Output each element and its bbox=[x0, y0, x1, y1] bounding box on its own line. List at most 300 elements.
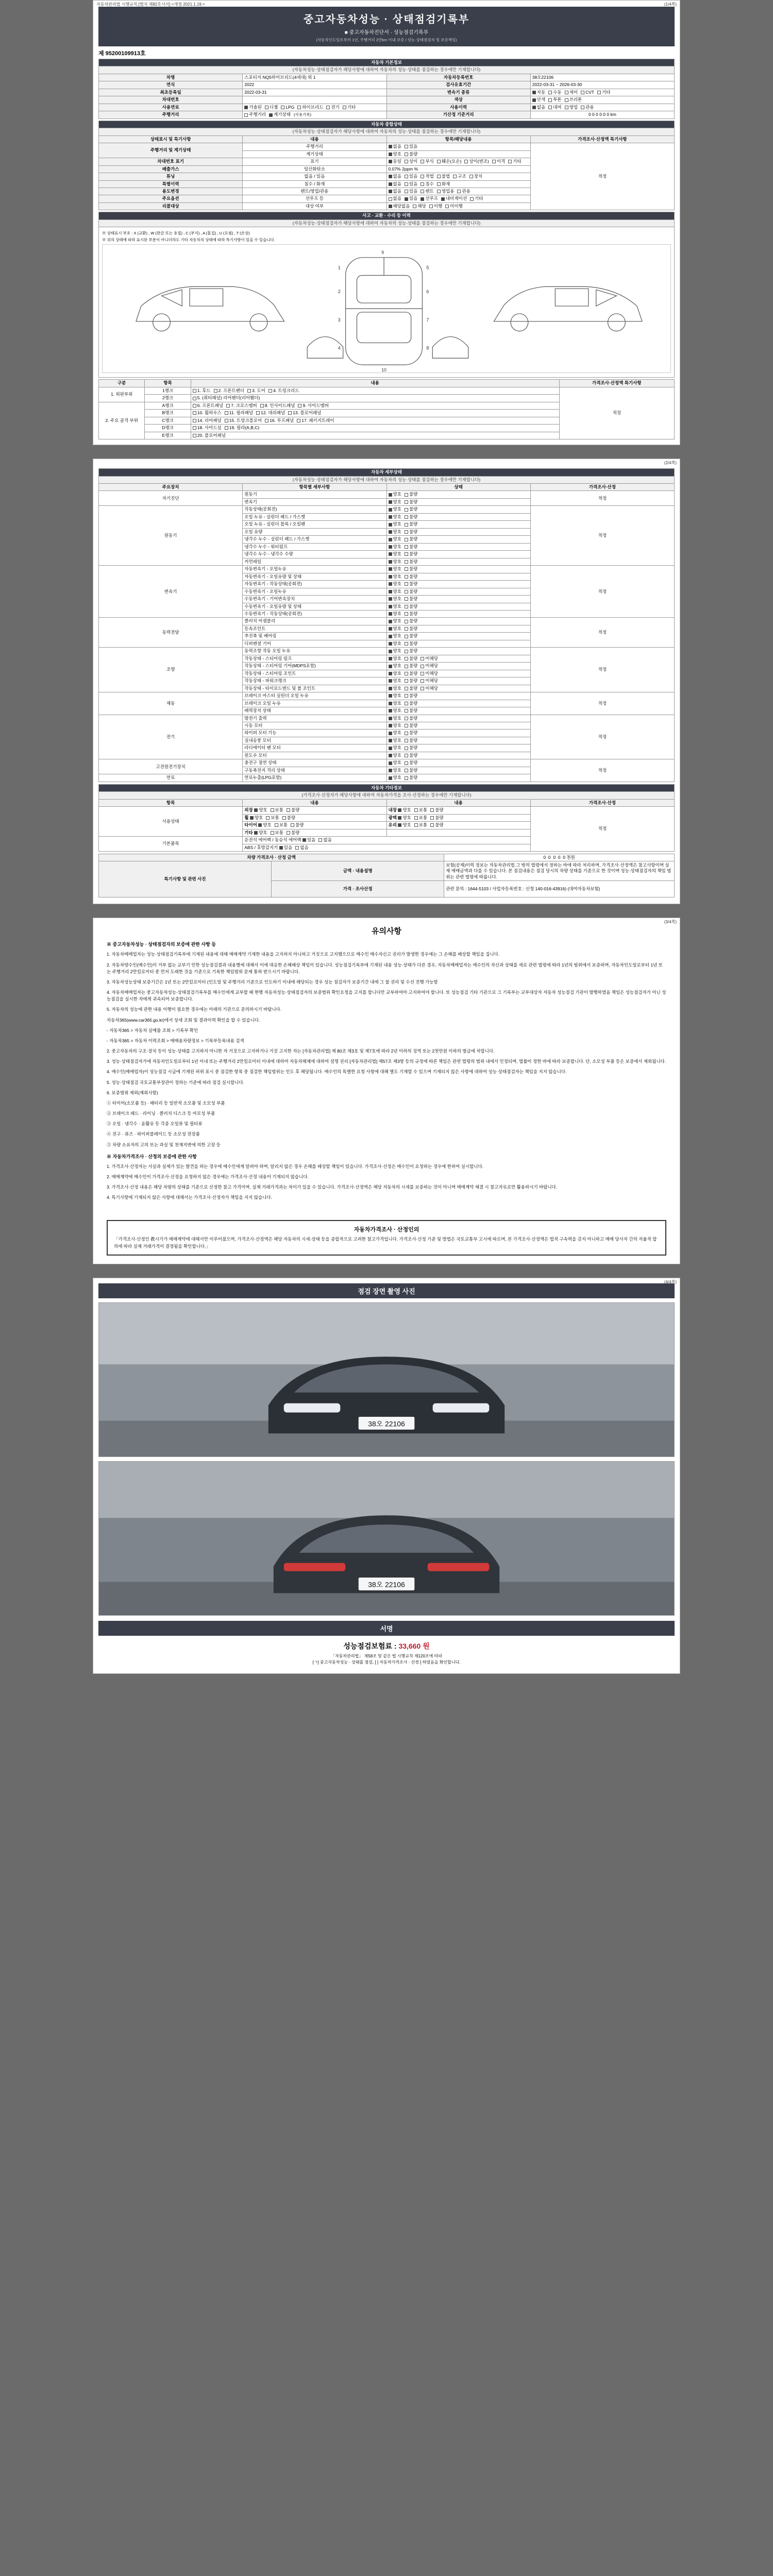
notice-item: 2. 중고자동차의 구조·장치 등이 성능·상태를 고지하지 아니한 자 거짓으로 고지하거나 거짓 고지한 자는 [자동차관리법] 제 80조 제3호 및 제7호에 따라 2년 이하의 징역 또는 2천만원 이하의 벌금에 처합니다. bbox=[107, 1048, 495, 1054]
detail-item-label: 브레이크 마스터 실린더 오일 누유 bbox=[243, 692, 386, 700]
notice-item: ① 타이어(소모품 등) · 배터리 등 일반적 소모품 및 소모성 부품 bbox=[107, 1100, 225, 1106]
detail-item-status: 양호 불량 bbox=[386, 566, 530, 573]
price-amount bbox=[444, 854, 675, 861]
value-first-reg: 2022-03-31 bbox=[243, 89, 386, 96]
detail-item-status: 양호 불량 bbox=[386, 603, 530, 610]
detail-item-label: 수동변속기 - 오일유량 및 상태 bbox=[243, 603, 386, 610]
detail-item-status: 양호 불량 bbox=[386, 715, 530, 722]
detail-item-label: 와이퍼 모터 기능 bbox=[243, 730, 386, 737]
document-subtitle-2: (자동차인도일로부터 1년, 주행거리 2만km 이내 보증 / 성능·상태점검자 및 보증책임) bbox=[316, 38, 457, 42]
other-row-etc: 기타 양호 보통 불량 bbox=[243, 829, 386, 836]
car-diagram bbox=[102, 244, 671, 373]
photo-rear-svg bbox=[99, 1462, 674, 1615]
detail-item-status: 양호 불량 bbox=[386, 625, 530, 632]
parts-frame-title: 2. 주요 골격 부위 bbox=[99, 402, 145, 439]
detail-item-status: 양호 불량 bbox=[386, 588, 530, 595]
detail-item-label: 수동변속기 - 작동상태(공회전) bbox=[243, 610, 386, 617]
detail-item-label: 변속기 bbox=[243, 498, 386, 505]
parts-head-content: 내용 bbox=[191, 380, 559, 387]
accident-note: (자동차성능·상태점검자가 해당사항에 대하여 자동차의 성능·상태를 점검하는 경우에만 기재합니다) bbox=[99, 219, 675, 227]
price-unit: 천원 bbox=[566, 854, 575, 860]
document-title-block bbox=[98, 7, 675, 46]
detail-item-status: 양호 불량 bbox=[386, 648, 530, 655]
other-label-tire: 타이어 bbox=[244, 822, 257, 828]
parts-head-remark: 가격조사·산정액 특기사항 bbox=[559, 380, 674, 387]
detail-item-status: 양호 불량 bbox=[386, 707, 530, 715]
other-base-abs-label: ABS / 후방감지기 bbox=[244, 844, 278, 850]
other-label-etc: 기타 bbox=[244, 829, 253, 835]
detail-remark-7: 적정 bbox=[530, 715, 674, 759]
parts-head-cat: 구분 bbox=[99, 380, 145, 387]
value-use-history: 없음 대여 영업 관용 bbox=[530, 104, 674, 111]
price-row-1-label: 금액 · 내용설명 bbox=[272, 861, 444, 881]
detail-item-status: 양호 불량 bbox=[386, 759, 530, 767]
detail-item-status: 양호 불량 미해당 bbox=[386, 655, 530, 662]
detail-item-status: 양호 불량 bbox=[386, 640, 530, 647]
label-emission-sub: 일산화탄소 bbox=[243, 165, 386, 173]
other-head-remark: 가격조사·산정 bbox=[530, 799, 674, 806]
detail-item-label: 브레이크 오일 누유 bbox=[243, 700, 386, 707]
label-color: 색상 bbox=[386, 96, 530, 104]
document-number: 제 95200109913호 bbox=[98, 50, 146, 57]
value-tuning: 없음 있음 적법 불법 구조 장치 bbox=[386, 173, 530, 180]
parts-rank-c: C랭크 bbox=[145, 417, 191, 424]
detail-item-label: 오일 누유 - 실린더 블록 / 오일팬 bbox=[243, 521, 386, 528]
detail-head-status: 상태 bbox=[386, 484, 530, 491]
overall-note: (자동차성능·상태점검자가 해당사항에 대하여 자동차의 성능·상태를 점검하는 경우에만 기재합니다) bbox=[99, 128, 675, 135]
detail-item-label: 자동변속기 - 작동상태(공회전) bbox=[243, 581, 386, 588]
parts-rank-b-items: 10. 휠하우스 11. 필라패널 12. 대쉬패널 13. 플로어패널 bbox=[191, 410, 559, 417]
group-powertrain: 동력전달 bbox=[99, 618, 243, 648]
detail-item-label: 수동변속기 - 오일누유 bbox=[243, 588, 386, 595]
detail-item-label: 커먼레일 bbox=[243, 558, 386, 565]
value-model-year: 2022 bbox=[243, 81, 386, 89]
detail-item-status: 양호 불량 미해당 bbox=[386, 677, 530, 685]
parts-head-item: 항목 bbox=[145, 380, 191, 387]
overall-remark-value: 적정 bbox=[530, 143, 674, 210]
detail-item-label: 동력조향 작동 오일 누유 bbox=[243, 648, 386, 655]
notice-item: ② 브레이크 패드 · 라이닝 · 클러치 디스크 등 마모성 부품 bbox=[107, 1111, 215, 1116]
value-special-history: 없음 있음 침수 화재 bbox=[386, 180, 530, 188]
svg-text:10: 10 bbox=[381, 367, 387, 373]
overall-head-mid: 내용 bbox=[243, 135, 386, 143]
detail-item-label: 라디에이터 팬 모터 bbox=[243, 744, 386, 752]
page-number-4: (4/4쪽) bbox=[664, 1279, 677, 1284]
other-base-airbag: 운전석 에어백 / 동승석 에어백 있음 없음 bbox=[243, 837, 531, 844]
declaration-body: 「가격조사·산정인 教시기가 매매계약에 대해서만 이루어졌으며, 가격조사·산정액은 해당 자동차의 시세·상태 등을 종합적으로 고려한 참고가격입니다. 가격조사·산정 기준 및 방법은 국토교통부 고시에 따르며, 본 가격조사·산정액은 법적 구속력을 갖지 아니하고 매매 당사자 간의 자율적 합의에 따라 실제 거래가격이 결정됨을 확인합니다.」 bbox=[114, 1236, 657, 1249]
detail-remark-2: 적정 bbox=[530, 506, 674, 566]
price-title: 차량 가격조사 · 산정 금액 bbox=[99, 854, 444, 861]
parts-rank-c-items: 14. 리어패널 15. 트렁크플로어 16. 루프패널 17. 패키지트레이 bbox=[191, 417, 559, 424]
parts-rank-1: 1랭크 bbox=[145, 387, 191, 394]
label-meter-state: 계기상태 bbox=[243, 150, 386, 158]
parts-rank-2: 2랭크 bbox=[145, 395, 191, 402]
detail-remark-1: 적정 bbox=[530, 491, 674, 506]
group-high-voltage: 고전원전기장치 bbox=[99, 759, 243, 774]
notice-item: 1. 자동차매매업자는 성능·상태점검기록부에 기재된 내용에 대해 매매계약 기재한 내용을 고지하지 아니하고 거짓으로 고지했으므로 매수인 매수자신고 권리가 발생한 경우에는 그 손해를 배상할 책임을 집니다. bbox=[107, 952, 500, 957]
notice-item-2: 2. 매매계약에 매수인이 가격조사·산정을 요청하지 않은 경우에는 가격조사·산정 내용이 기재되지 않습니다. bbox=[107, 1174, 309, 1179]
other-remark-value: 적정 bbox=[530, 807, 674, 852]
other-row-exterior: 외장 양호 보통 불량 bbox=[243, 807, 386, 814]
car-diagram-svg bbox=[103, 245, 670, 372]
parts-rank-e-items: 20. 플로어패널 bbox=[191, 432, 559, 439]
label-vin-mark: 차대번호 표기 bbox=[99, 158, 243, 165]
detail-remark-8: 적정 bbox=[530, 759, 674, 782]
footer-line-1: 「자동차관리법」 제58조 및 같은 법 시행규칙 제120조에 따라 bbox=[330, 1653, 443, 1658]
detail-head-item: 항목별 세부사항 bbox=[243, 484, 386, 491]
detail-item-status: 양호 불량 bbox=[386, 491, 530, 498]
detail-item-status: 양호 불량 bbox=[386, 581, 530, 588]
other-label-wheel: 휠 bbox=[244, 815, 249, 820]
label-recall: 리콜대상 bbox=[99, 202, 243, 210]
detail-item-label: 연료누출(LPG포함) bbox=[243, 774, 386, 782]
parts-rank-e: E랭크 bbox=[145, 432, 191, 439]
detail-item-label: 작동상태 - 스티어링 조인트 bbox=[243, 670, 386, 677]
svg-text:4: 4 bbox=[338, 345, 341, 351]
detail-item-label: 원동기 bbox=[243, 491, 386, 498]
detail-item-label: 자동변속기 - 오일누유 bbox=[243, 566, 386, 573]
notice-item: 6. 보증범위 제외(제외사항) bbox=[107, 1090, 158, 1095]
svg-text:3: 3 bbox=[338, 317, 341, 323]
detail-item-label: 시동 모터 bbox=[243, 722, 386, 730]
parts-outer-title: 1. 외판부위 bbox=[99, 387, 145, 402]
notice-item-2: 3. 가격조사·산정 내용은 해당 차량의 상태를 기준으로 산정한 참고 가격이며, 실제 거래가격과는 차이가 있을 수 있습니다. 가격조사·산정액은 해당 자동차의 시세를 보증하는 것이 아니며 매매계약 체결 시 참고자료로만 활용하시기 바랍니다. bbox=[107, 1184, 558, 1190]
detail-item-label: 작동상태 - 타이로드엔드 및 볼 조인트 bbox=[243, 685, 386, 692]
group-steering: 조향 bbox=[99, 648, 243, 692]
label-options-sub: 선루프 등 bbox=[243, 195, 386, 202]
notice-item: 4. 매수인(매매업자)이 성능점검 시급에 기재된 허위 표시 중 점검한 항목 중 점검한 책임범위는 인도 후 해당됩니다. 매수인의 특별한 요청 사항에 대해 별도 기재할 수 있으며 기재되지 않은 사항에 대하여 성능·상태점검자는 책임을 지지 않습니다. bbox=[107, 1069, 567, 1075]
detail-item-label: 작동상태 - 파워크랭크 bbox=[243, 677, 386, 685]
overall-state-table bbox=[98, 121, 675, 211]
document-subtitle: ■ 중고자동차진단서 · 성능점검기록부 bbox=[344, 30, 429, 36]
basic-info-note: (자동차성능·상태점검자가 해당사항에 대하여 자동차의 성능·상태를 점검하는 경우에만 기재합니다) bbox=[99, 66, 675, 74]
notice-item: 3. 성능·상태점검자가에 자동차인도일로부터 1년 이내 또는 주행거리 2만킬로미터 이내에 대하여 자동차해체에 대하여 설명 권리 [자동차관리법] 제57조 제3항 등의 규정에 따른 책임은 관련 법령의 범위 내에서 인정되며, 법률이 정한 바에 따라 보증합니다. 단, 소모성 부품 등은 보증에서 제외됩니다. bbox=[107, 1059, 666, 1064]
detail-item-label: 자동변속기 - 오일유량 및 상태 bbox=[243, 573, 386, 580]
notice-item-2: 4. 특기사항에 기재되지 않은 사항에 대해서는 가격조사·산정자가 책임을 지지 않습니다. bbox=[107, 1195, 272, 1200]
detail-item-status: 양호 불량 bbox=[386, 521, 530, 528]
label-mileage-state-sub: 주행거리 bbox=[243, 143, 386, 150]
value-vin-mark: 동일 상이 부식 훼손(오손) 상이(변조) 이격 기타 bbox=[386, 158, 530, 165]
overall-head-remark: 가격조사·산정액 특기사항 bbox=[530, 135, 674, 143]
notice-item: 3. 자동차성능상태 보증기간은 1년 또는 2만킬로미터 (인도일 및 주행거리 기준으로 인도하기 이내에 해당되는 경우 성능 점검자가 보증기간 내에 그 물 권리 및 수선 진행 가능함 bbox=[107, 979, 438, 985]
detail-head-remark: 가격조사·산정 bbox=[530, 484, 674, 491]
other-title: 자동차 기타정보 bbox=[99, 784, 675, 791]
svg-text:7: 7 bbox=[426, 317, 429, 323]
svg-text:8: 8 bbox=[426, 345, 429, 351]
detail-item-status: 양호 불량 bbox=[386, 528, 530, 535]
label-tuning: 튜닝 bbox=[99, 173, 243, 180]
price-table bbox=[98, 854, 675, 897]
detail-item-label: 디퍼렌셜 기어 bbox=[243, 640, 386, 647]
group-engine: 원동기 bbox=[99, 506, 243, 566]
accident-title: 사고 · 교환 · 수리 등 이력 bbox=[99, 212, 675, 219]
svg-text:9: 9 bbox=[381, 250, 384, 256]
price-row-1-value: 보험(공제)이력 정보는 자동차관리법 그 밖의 법령에서 정하는 바에 따라 처리하며, 가격조사·산정액은 참고사항이며 실제 매매금액과 다를 수 있습니다. 본 점검내용은 점검 당시의 차량 상태를 기준으로 한 것이며 성능·상태점검자의 책임 범위는 관련 법령에 따릅니다. bbox=[444, 861, 675, 881]
detail-item-status: 양호 불량 bbox=[386, 752, 530, 759]
label-use-change-sub: 렌트/영업/관용 bbox=[243, 188, 386, 195]
photo-front-svg bbox=[99, 1303, 674, 1456]
label-trans-kind: 변속기 종류 bbox=[386, 89, 530, 96]
emission-co: 0.07% 2ppm % bbox=[388, 166, 418, 172]
value-standard-mileage: 0 0 0 0 0 0 km bbox=[530, 111, 674, 118]
other-group-usage: 사용상태 bbox=[99, 807, 243, 837]
detail-item-status: 양호 불량 미해당 bbox=[386, 670, 530, 677]
page-4 bbox=[93, 1278, 680, 1674]
notice-heading-2: ※ 자동차가격조사 · 산정의 보증에 관한 사항 bbox=[107, 1154, 197, 1159]
detail-item-status: 양호 불량 bbox=[386, 513, 530, 520]
value-vin bbox=[243, 96, 386, 104]
detail-item-label: 오일 유량 bbox=[243, 528, 386, 535]
accident-parts-table bbox=[98, 379, 675, 439]
detail-item-status: 양호 불량 bbox=[386, 737, 530, 744]
svg-text:6: 6 bbox=[426, 289, 429, 295]
detail-remark-6: 적정 bbox=[530, 692, 674, 715]
detail-remark-3: 적정 bbox=[530, 566, 674, 618]
detail-item-label: 추진축 및 베어링 bbox=[243, 633, 386, 640]
detail-item-status: 양호 불량 bbox=[386, 596, 530, 603]
detail-item-status: 양호 불량 bbox=[386, 744, 530, 752]
parts-rank-b: B랭크 bbox=[145, 410, 191, 417]
svg-text:1: 1 bbox=[338, 265, 341, 270]
detail-item-label: 작동상태(공회전) bbox=[243, 506, 386, 513]
fee-value: 33,660 원 bbox=[398, 1641, 430, 1650]
detail-item-label: 충전구 절연 상태 bbox=[243, 759, 386, 767]
label-model-year: 연식 bbox=[99, 81, 243, 89]
detail-item-label: 윈도우 모터 bbox=[243, 752, 386, 759]
page-2 bbox=[93, 459, 680, 904]
parts-rank-2-items: 5. (쿼터패널) 리어팬더(리어휀더) bbox=[191, 395, 559, 402]
value-trans-kind: 자동 수동 세미 CVT 기타 bbox=[530, 89, 674, 96]
value-recall: 해당없음 해당 이행 미이행 bbox=[386, 202, 530, 210]
declaration-title: 자동차가격조사 · 산정인의 bbox=[354, 1227, 419, 1233]
notice-item: 5. 성능·상태점검 국토교통부장관이 정하는 기준에 따라 점검 실시합니다. bbox=[107, 1079, 244, 1085]
detail-item-status: 양호 불량 bbox=[386, 633, 530, 640]
notice-item: - 자동차365 > 자동차 이력조회 > 매매용차량정보 > 기록부등록내용 검색 bbox=[107, 1038, 244, 1043]
notice-heading-1: ※ 중고자동차성능 · 상태점검자의 보증에 관한 사항 등 bbox=[107, 942, 216, 947]
other-label-glass: 유리 bbox=[388, 822, 397, 828]
other-head-content: 내용 bbox=[243, 799, 386, 806]
detail-item-status: 양호 불량 bbox=[386, 543, 530, 550]
notice-body bbox=[93, 941, 680, 1215]
other-row-wheel: 휠 양호 보통 불량 bbox=[243, 814, 386, 821]
parts-rank-a: A랭크 bbox=[145, 402, 191, 409]
value-fuel: 가솔린 디젤 LPG 하이브리드 전기 기타 bbox=[243, 104, 386, 111]
photo-section-title: 점검 장면 촬영 사진 bbox=[98, 1283, 675, 1298]
label-special-history: 특별이력 bbox=[99, 180, 243, 188]
signature-band: 서명 bbox=[98, 1621, 675, 1636]
other-label-exterior: 외장 bbox=[244, 807, 253, 813]
fee-line bbox=[93, 1636, 680, 1653]
notice-item: 2. 자동차양수인(매수인)이 거부 없는 교부기 인한 성능점검결과 내용별에 대해서 이에 대응한 손해배상 책임이 있습니다. 성능점검기록부에 기재된 내용 성능·상태가 다른 경우, 자동차매매업자는 매수인의 자신과 상태를 새로 관련 법령에 따라 1년의 범위에서 보증하며, 자동차인도일로부터 1년 또는 주행거리 2만킬로미터 중 먼저 도래한 것을 기준으로 기록한 책임범위 문제 통하 받으시기 바랍니다. bbox=[107, 962, 663, 974]
label-special-history-sub: 침수 / 화재 bbox=[243, 180, 386, 188]
notice-title: 유의사항 bbox=[372, 927, 401, 936]
overall-head-right: 항목/해당내용 bbox=[386, 135, 530, 143]
photo-front bbox=[98, 1302, 675, 1457]
detail-item-label: 냉각수 누수 - 냉각수 수량 bbox=[243, 551, 386, 558]
page-number-2: (2/4쪽) bbox=[664, 461, 677, 466]
fee-label: 성능점검보험료 : bbox=[343, 1641, 397, 1650]
notice-item: ④ 전구 · 퓨즈 · 와이퍼블레이드 등 소모성 전장품 bbox=[107, 1131, 200, 1137]
label-vin-mark-sub: 표기 bbox=[243, 158, 386, 165]
parts-rank-d: D랭크 bbox=[145, 425, 191, 432]
svg-text:2: 2 bbox=[338, 289, 341, 295]
detail-title: 자동차 세부상태 bbox=[99, 469, 675, 476]
other-note: (가격조사·산정자가 해당사항에 대하여 자동차가격을 조사·산정하는 경우에만 기재합니다) bbox=[99, 792, 675, 799]
detail-item-status: 양호 불량 bbox=[386, 498, 530, 505]
notice-item: 5. 자동차의 성능에 관한 내용 이행이 필요한 경우에는 아래의 기관으로 문의하시기 바랍니다. bbox=[107, 1007, 282, 1012]
accident-history-table bbox=[98, 212, 675, 227]
price-row-2-value: 관련 문의 : 1644-5103 / 사업자등록번호 : 신청 140-016-43916) (대여자동차보험) bbox=[444, 881, 675, 897]
price-row-2-label: 가격 · 조사산정 bbox=[272, 881, 444, 897]
photo-rear-plate: 38오 22106 bbox=[368, 1580, 405, 1588]
label-car-name: 차명 bbox=[99, 74, 243, 81]
detail-item-status: 양호 불량 bbox=[386, 722, 530, 730]
group-electrical: 전기 bbox=[99, 715, 243, 759]
notice-item: - 자동차365 > 자동차 실매물 조회 > 기록부 확인 bbox=[107, 1027, 198, 1033]
parts-rank-d-items: 18. 사이드실 19. 필라(A,B,C) bbox=[191, 425, 559, 432]
other-label-polish: 광택 bbox=[388, 815, 397, 820]
label-fuel: 사용연료 bbox=[99, 104, 243, 111]
value-options: 없음 있음 선루프 내비게이션 기타 bbox=[386, 195, 530, 202]
label-recall-sub: 대상 여부 bbox=[243, 202, 386, 210]
notice-item: 자동차365(www.car365.go.kr)에서 상세 조회 및 결과이력 확인을 할 수 있습니다. bbox=[107, 1017, 260, 1023]
value-car-name: 스포티지 NQ5하이브리드(4세대) 외 1 bbox=[243, 74, 386, 81]
detail-item-status: 양호 불량 bbox=[386, 551, 530, 558]
other-group-base: 기본품목 bbox=[99, 837, 243, 852]
diagram-legend-1: ※ 상태표시 부호 : X (교환) , W (판금 또는 용접) , C (부식) , A (흠집) , U (요철) , T (손상) bbox=[102, 231, 250, 236]
diagram-legend-2: ※ 위의 상태에 따라 표시된 부분이 아니더라도 기타 자동차의 상태에 따라 특기사항이 있을 수 있습니다. bbox=[102, 238, 275, 243]
detail-item-status: 양호 불량 미해당 bbox=[386, 663, 530, 670]
group-transmission: 변속기 bbox=[99, 566, 243, 618]
document-title: 중고자동차성능 · 상태점검기록부 bbox=[303, 14, 470, 25]
label-mileage-state: 주행거리 및 계기상태 bbox=[99, 143, 243, 158]
notice-item: 4. 자동차매매업자는 중고자동차성능·상태점검기록부를 매수인에게 교부할 때 현행 자동차성능·상태점검자의 보증범위 확인요청을 고지를 합니다만 교부하여야 고지하여야 합니다. 또 성능점검 기타 기관으로 그 기록부는 교부대상자 자동차 성능점검 기관이 발행하였음 책임은 성능점검자가 아닌 성능점검을 실시한 자에게 귀속되어 보증합니다. bbox=[107, 990, 666, 1002]
svg-text:5: 5 bbox=[426, 265, 429, 270]
detail-item-label: 오일 누유 - 실린더 헤드 / 가스켓 bbox=[243, 513, 386, 520]
value-color: 단색 투톤 쓰리톤 bbox=[530, 96, 674, 104]
form-code-note: 자동차관리법 시행규칙 [별지 제82호서식] <개정 2021.1.19.> bbox=[96, 2, 205, 7]
overall-head-left: 상태표시 및 특기사항 bbox=[99, 135, 243, 143]
overall-title: 자동차 종합상태 bbox=[99, 121, 675, 128]
detail-item-status: 양호 불량 bbox=[386, 730, 530, 737]
other-info-table bbox=[98, 784, 675, 852]
group-brake: 제동 bbox=[99, 692, 243, 715]
label-first-reg: 최초등록일 bbox=[99, 89, 243, 96]
label-mileage: 주행거리 bbox=[99, 111, 243, 118]
other-row-polish: 광택 양호 보통 불량 bbox=[386, 814, 530, 821]
notice-item-2: 1. 가격조사·산정자는 사실과 실제가 있는 발견을 하는 경우에 매수인에게 알려야 하며, 알리지 않은 경우 손해를 배상할 책임이 있습니다. 가격조사·산정은 매수인이 요청하는 경우에 한하여 실시합니다. bbox=[107, 1163, 484, 1169]
footer-line-2: [ㄱ] 중고자동차성능 · 상태를 점검, [ ] 자동차가격조사 · 산정 ] 하였음을 확인합니다. bbox=[312, 1660, 461, 1665]
other-head-content-2: 내용 bbox=[386, 799, 530, 806]
value-mileage-state: 없음 있음 bbox=[386, 143, 530, 150]
page-1 bbox=[93, 0, 680, 445]
other-row-glass: 유리 양호 보통 불량 bbox=[386, 822, 530, 829]
basic-info-table bbox=[98, 59, 675, 119]
detail-head-major: 주요장치 bbox=[99, 484, 243, 491]
declaration-box bbox=[107, 1220, 666, 1255]
detail-note: (자동차성능·상태점검자가 해당사항에 대하여 자동차의 성능·상태를 점검하는 경우에만 기재합니다) bbox=[99, 476, 675, 483]
detail-item-label: 작동상태 - 스티어링 기어(MDPS포함) bbox=[243, 663, 386, 670]
detail-item-status: 양호 불량 bbox=[386, 767, 530, 774]
value-plate: 38오22106 bbox=[530, 74, 674, 81]
label-emission: 배출가스 bbox=[99, 165, 243, 173]
detail-item-status: 양호 불량 bbox=[386, 573, 530, 580]
detail-item-label: 발전기 출력 bbox=[243, 715, 386, 722]
other-head-item: 항목 bbox=[99, 799, 243, 806]
other-base-abs: ABS / 후방감지기 있음 없음 bbox=[243, 844, 531, 851]
detail-item-status: 양호 불량 bbox=[386, 558, 530, 565]
detail-item-status: 양호 불량 bbox=[386, 610, 530, 617]
detail-item-label: 수동변속기 - 기어변속장치 bbox=[243, 596, 386, 603]
notice-item: ⑤ 차량 소유자의 고의 또는 과실 및 천재지변에 의한 고장 등 bbox=[107, 1142, 221, 1147]
value-meter-state: 양호 불량 bbox=[386, 150, 530, 158]
page-number-3: (3/4쪽) bbox=[664, 920, 677, 925]
label-plate: 자동차등록번호 bbox=[386, 74, 530, 81]
detail-remark-4: 적정 bbox=[530, 618, 674, 648]
page-3 bbox=[93, 918, 680, 1264]
detail-item-status: 양호 불량 bbox=[386, 774, 530, 782]
value-mileage: 주행거리 계기상태 (사용기록) bbox=[243, 111, 386, 118]
detail-item-status: 양호 불량 bbox=[386, 618, 530, 625]
other-row-interior: 내장 양호 보통 불량 bbox=[386, 807, 530, 814]
detail-item-label: 클러치 어셈블리 bbox=[243, 618, 386, 625]
detail-item-label: 냉각수 누수 - 워터펌프 bbox=[243, 543, 386, 550]
detail-item-status: 양호 불량 bbox=[386, 506, 530, 513]
page-number-1: (1/4쪽) bbox=[664, 2, 677, 7]
other-row-blank bbox=[386, 829, 530, 836]
value-use-change: 없음 있음 렌트 영업용 관용 bbox=[386, 188, 530, 195]
basic-info-title: 자동차 기본정보 bbox=[99, 59, 675, 66]
parts-rank-a-items: 6. 프론트패널 7. 크로스멤버 8. 인사이드패널 9. 사이드멤버 bbox=[191, 402, 559, 409]
detail-item-label: 배력장치 상태 bbox=[243, 707, 386, 715]
group-self-diagnosis: 자기진단 bbox=[99, 491, 243, 506]
footer-note bbox=[93, 1653, 680, 1674]
label-inspection: 검사유효기간 bbox=[386, 81, 530, 89]
value-emission bbox=[386, 165, 530, 173]
value-inspection: 2022-03-31 ~ 2026-03-30 bbox=[530, 81, 674, 89]
detail-item-status: 양호 불량 미해당 bbox=[386, 685, 530, 692]
detail-item-status: 양호 불량 bbox=[386, 692, 530, 700]
label-options: 주요옵션 bbox=[99, 195, 243, 202]
photo-front-plate: 38오 22106 bbox=[368, 1419, 405, 1428]
label-use-history: 사용이력 bbox=[386, 104, 530, 111]
detail-state-table bbox=[98, 468, 675, 782]
other-row-tire: 타이어 양호 보통 불량 bbox=[243, 822, 386, 829]
parts-remark-value: 적정 bbox=[559, 387, 674, 439]
parts-rank-1-items: 1. 후드 2. 프론트팬더 3. 도어 4. 트렁크리드 bbox=[191, 387, 559, 394]
other-base-airbag-label: 운전석 에어백 / 동승석 에어백 bbox=[244, 837, 301, 843]
label-vin: 차대번호 bbox=[99, 96, 243, 104]
photo-rear bbox=[98, 1461, 675, 1616]
detail-item-label: 작동상태 - 스티어링 펌프 bbox=[243, 655, 386, 662]
detail-item-status: 양호 불량 bbox=[386, 536, 530, 543]
label-standard-mileage: 기산정 기준거리 bbox=[386, 111, 530, 118]
price-digits: 0 0 0 0 0 bbox=[543, 854, 565, 860]
detail-item-status: 양호 불량 bbox=[386, 700, 530, 707]
detail-item-label: 냉각수 누수 - 실린더 헤드 / 가스켓 bbox=[243, 536, 386, 543]
group-fuel: 연료 bbox=[99, 774, 243, 782]
detail-item-label: 구동축전지 격리 상태 bbox=[243, 767, 386, 774]
detail-item-label: 실내송풍 모터 bbox=[243, 737, 386, 744]
price-left-label: 특기사항 및 관련 사진 bbox=[99, 861, 272, 897]
detail-remark-5: 적정 bbox=[530, 648, 674, 692]
notice-item: ③ 오일 · 냉각수 · 윤활유 등 각종 오일류 및 필터류 bbox=[107, 1121, 203, 1127]
damage-diagram-panel bbox=[98, 227, 675, 378]
label-use-change: 용도변경 bbox=[99, 188, 243, 195]
other-label-interior: 내장 bbox=[388, 807, 397, 813]
label-tuning-sub: 없음 / 있음 bbox=[243, 173, 386, 180]
detail-item-label: 등속조인트 bbox=[243, 625, 386, 632]
